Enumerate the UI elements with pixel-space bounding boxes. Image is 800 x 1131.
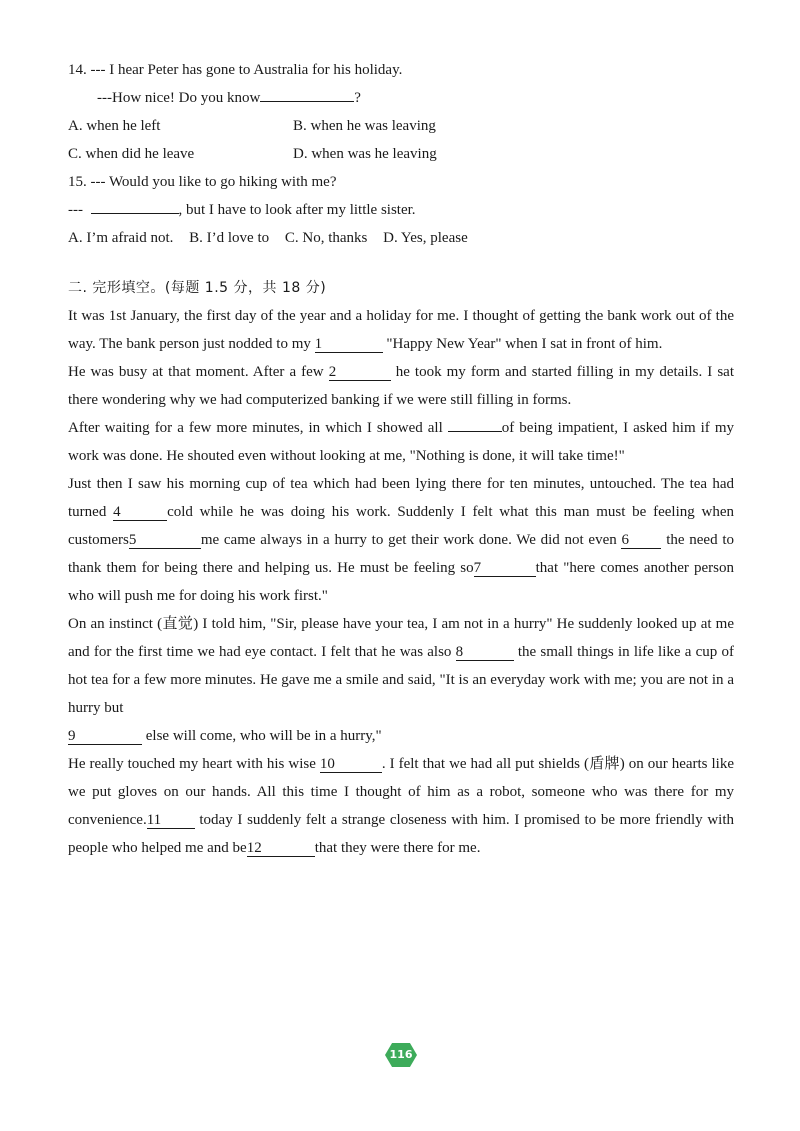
cloze-blank-9: 9 xyxy=(68,728,142,745)
cloze-paragraph-7: He really touched my heart with his wise 10 . I felt that we had all put shields (盾牌) on our hearts like we put gloves on our hands. All this time I thought of him as a robot, someone who was there for my convenience.11 today I suddenly felt a strange closeness with him. I promised to be more friendly with people who helped me and be12 that they were there for me. xyxy=(68,756,734,856)
q15-stem: 15. --- Would you like to go hiking with me? xyxy=(68,174,337,190)
q14-option-d: D. when was he leaving xyxy=(293,146,437,162)
q15-options xyxy=(68,224,734,252)
q15-reply: --- , but I have to look after my little sister. xyxy=(68,202,416,218)
cloze-blank-12: 12 xyxy=(247,840,315,857)
cloze-paragraph-3: After waiting for a few more minutes, in which I showed all of being impatient, I asked him if my work was done. He shouted even without looking at me, "Nothing is done, it will take time!" xyxy=(68,420,734,464)
cloze-blank-5: 5 xyxy=(129,532,201,549)
cloze-blank-7: 7 xyxy=(474,560,536,577)
cloze-blank-3 xyxy=(448,431,502,432)
cloze-blank-2: 2 xyxy=(329,364,391,381)
cloze-blank-10: 10 xyxy=(320,756,382,773)
q15-option-d: D. Yes, please xyxy=(383,230,468,246)
cloze-blank-8: 8 xyxy=(456,644,514,661)
cloze-paragraph-2: He was busy at that moment. After a few 2 he took my form and started filling in my details. I sat there wondering why we had computerized banking if we were still filling in forms. xyxy=(68,364,734,408)
q14-stem: 14. --- I hear Peter has gone to Australia for his holiday. xyxy=(68,62,403,78)
cloze-paragraph-6: 9 else will come, who will be in a hurry," xyxy=(68,728,382,744)
cloze-paragraph-5: On an instinct (直觉) I told him, "Sir, please have your tea, I am not in a hurry" He suddenly looked up at me and for the first time we had eye contact. I felt that he was also 8 the small things in life like a cup of hot tea for a few more minutes. He gave me a smile and said, "It is an everyday work with me; you are not in a hurry but xyxy=(68,616,734,716)
q15-option-b: B. I’d love to xyxy=(189,230,270,246)
q14-options-row-2 xyxy=(68,140,734,168)
cloze-blank-4: 4 xyxy=(113,504,167,521)
q14-answer-blank xyxy=(260,101,354,102)
q14-option-c: C. when did he leave xyxy=(68,146,195,162)
q14-option-b: B. when he was leaving xyxy=(293,118,436,134)
cloze-paragraph-4: Just then I saw his morning cup of tea which had been lying there for ten minutes, untouched. The tea had turned 4 cold while he was doing his work. Suddenly I felt what this man must be feeling when customers5 me came always in a hurry to get their work done. We did not even 6 the need to thank them for being there and helping us. He must be feeling so7 that "here comes another person who will push me for doing his work first." xyxy=(68,476,734,604)
cloze-paragraph-1: It was 1st January, the first day of the year and a holiday for me. I thought of getting the bank work out of the way. The bank person just nodded to my 1 "Happy New Year" when I sat in front of him. xyxy=(68,308,734,352)
q14-reply: ---How nice! Do you know ? xyxy=(97,90,361,106)
worksheet-page xyxy=(68,56,734,862)
page-number-badge xyxy=(385,1043,417,1067)
page-number: 116 xyxy=(389,1048,413,1061)
cloze-blank-11: 11 xyxy=(147,812,195,829)
q15-answer-blank xyxy=(91,213,179,214)
cloze-section-heading: 二. 完形填空。(每题 1.5 分，共 18 分) xyxy=(68,280,327,296)
cloze-blank-6: 6 xyxy=(621,532,661,549)
q14-option-a: A. when he left xyxy=(68,118,161,134)
q15-option-a: A. I’m afraid not. xyxy=(68,230,174,246)
q15-option-c: C. No, thanks xyxy=(284,230,368,246)
q14-options-row-1 xyxy=(68,112,734,140)
cloze-blank-1: 1 xyxy=(315,336,383,353)
